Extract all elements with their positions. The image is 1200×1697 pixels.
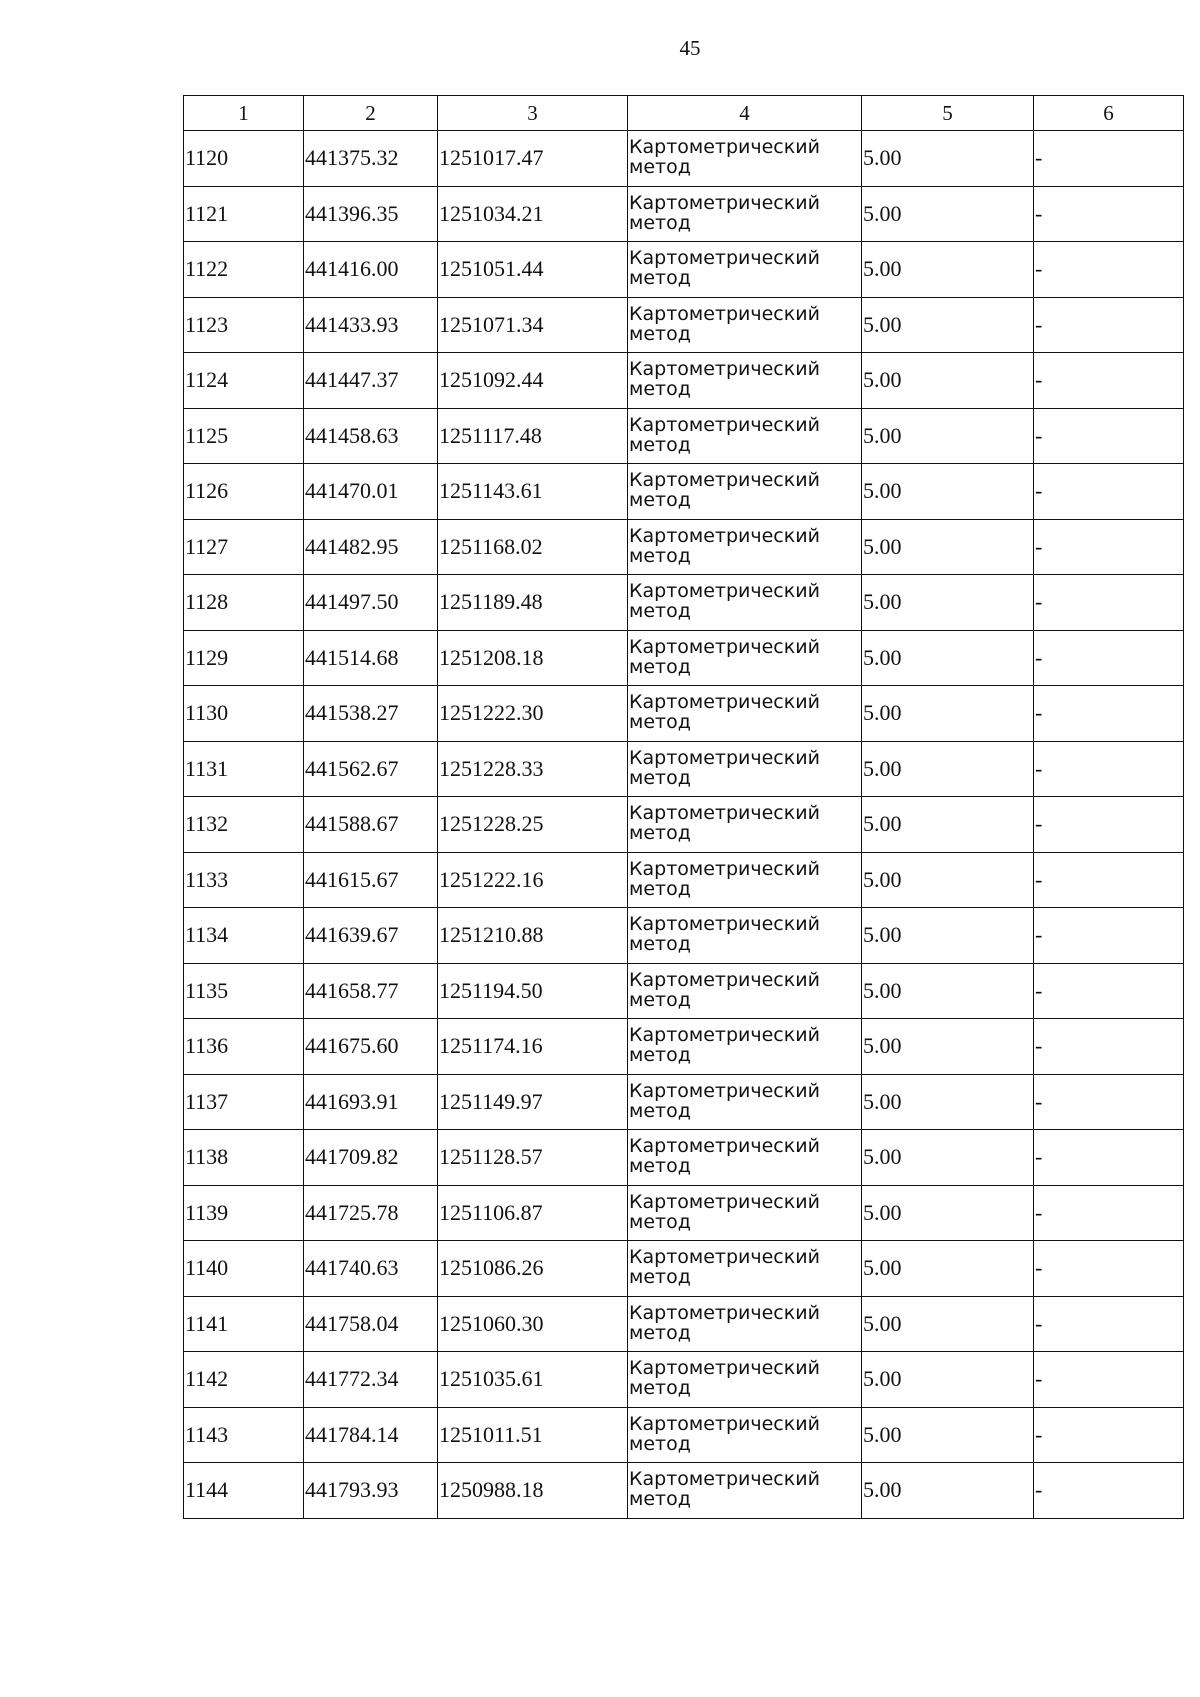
x-coordinate-cell: 441658.77	[304, 963, 438, 1019]
table-row	[184, 464, 1184, 520]
table-row	[184, 575, 1184, 631]
x-coordinate-cell: 441772.34	[304, 1352, 438, 1408]
point-number-cell: 1123	[184, 297, 304, 353]
accuracy-cell: 5.00	[862, 131, 1034, 187]
note-cell: -	[1034, 741, 1184, 797]
y-coordinate-cell: 1251222.30	[438, 686, 628, 742]
x-coordinate-cell: 441784.14	[304, 1407, 438, 1463]
column-header: 1	[184, 96, 304, 131]
note-cell: -	[1034, 1185, 1184, 1241]
x-coordinate-cell: 441538.27	[304, 686, 438, 742]
note-cell: -	[1034, 1352, 1184, 1408]
y-coordinate-cell: 1251228.33	[438, 741, 628, 797]
page-number: 45	[679, 36, 701, 60]
method-cell: Картометрический метод	[628, 131, 862, 187]
method-cell: Картометрический метод	[628, 741, 862, 797]
method-cell: Картометрический метод	[628, 353, 862, 409]
column-header: 2	[304, 96, 438, 131]
point-number-cell: 1141	[184, 1296, 304, 1352]
accuracy-cell: 5.00	[862, 1185, 1034, 1241]
y-coordinate-cell: 1251011.51	[438, 1407, 628, 1463]
point-number-cell: 1135	[184, 963, 304, 1019]
method-cell: Картометрический метод	[628, 1019, 862, 1075]
table-row	[184, 242, 1184, 298]
table-body	[184, 131, 1184, 1519]
x-coordinate-cell: 441433.93	[304, 297, 438, 353]
note-cell: -	[1034, 519, 1184, 575]
point-number-cell: 1140	[184, 1241, 304, 1297]
note-cell: -	[1034, 242, 1184, 298]
table-row	[184, 963, 1184, 1019]
accuracy-cell: 5.00	[862, 1407, 1034, 1463]
table-row	[184, 1074, 1184, 1130]
method-cell: Картометрический метод	[628, 797, 862, 853]
column-header: 3	[438, 96, 628, 131]
y-coordinate-cell: 1251106.87	[438, 1185, 628, 1241]
table-header-row	[184, 96, 1184, 131]
method-cell: Картометрический метод	[628, 1352, 862, 1408]
note-cell: -	[1034, 908, 1184, 964]
x-coordinate-cell: 441562.67	[304, 741, 438, 797]
point-number-cell: 1129	[184, 630, 304, 686]
x-coordinate-cell: 441709.82	[304, 1130, 438, 1186]
point-number-cell: 1137	[184, 1074, 304, 1130]
table-row	[184, 1352, 1184, 1408]
note-cell: -	[1034, 1296, 1184, 1352]
x-coordinate-cell: 441639.67	[304, 908, 438, 964]
note-cell: -	[1034, 464, 1184, 520]
note-cell: -	[1034, 408, 1184, 464]
note-cell: -	[1034, 630, 1184, 686]
x-coordinate-cell: 441675.60	[304, 1019, 438, 1075]
note-cell: -	[1034, 963, 1184, 1019]
table-row	[184, 797, 1184, 853]
point-number-cell: 1131	[184, 741, 304, 797]
y-coordinate-cell: 1251035.61	[438, 1352, 628, 1408]
y-coordinate-cell: 1251092.44	[438, 353, 628, 409]
point-number-cell: 1133	[184, 852, 304, 908]
point-number-cell: 1124	[184, 353, 304, 409]
point-number-cell: 1134	[184, 908, 304, 964]
method-cell: Картометрический метод	[628, 1185, 862, 1241]
point-number-cell: 1138	[184, 1130, 304, 1186]
table-row	[184, 131, 1184, 187]
method-cell: Картометрический метод	[628, 242, 862, 298]
x-coordinate-cell: 441482.95	[304, 519, 438, 575]
y-coordinate-cell: 1251149.97	[438, 1074, 628, 1130]
point-number-cell: 1126	[184, 464, 304, 520]
point-number-cell: 1144	[184, 1463, 304, 1519]
accuracy-cell: 5.00	[862, 1241, 1034, 1297]
method-cell: Картометрический метод	[628, 963, 862, 1019]
accuracy-cell: 5.00	[862, 1074, 1034, 1130]
y-coordinate-cell: 1251051.44	[438, 242, 628, 298]
table-row	[184, 1407, 1184, 1463]
y-coordinate-cell: 1251222.16	[438, 852, 628, 908]
accuracy-cell: 5.00	[862, 519, 1034, 575]
table-row	[184, 1019, 1184, 1075]
table-row	[184, 519, 1184, 575]
accuracy-cell: 5.00	[862, 464, 1034, 520]
note-cell: -	[1034, 297, 1184, 353]
x-coordinate-cell: 441588.67	[304, 797, 438, 853]
method-cell: Картометрический метод	[628, 852, 862, 908]
method-cell: Картометрический метод	[628, 464, 862, 520]
note-cell: -	[1034, 1241, 1184, 1297]
x-coordinate-cell: 441470.01	[304, 464, 438, 520]
note-cell: -	[1034, 1407, 1184, 1463]
x-coordinate-cell: 441793.93	[304, 1463, 438, 1519]
accuracy-cell: 5.00	[862, 297, 1034, 353]
accuracy-cell: 5.00	[862, 797, 1034, 853]
y-coordinate-cell: 1251060.30	[438, 1296, 628, 1352]
accuracy-cell: 5.00	[862, 186, 1034, 242]
accuracy-cell: 5.00	[862, 408, 1034, 464]
accuracy-cell: 5.00	[862, 575, 1034, 631]
accuracy-cell: 5.00	[862, 353, 1034, 409]
point-number-cell: 1136	[184, 1019, 304, 1075]
note-cell: -	[1034, 131, 1184, 187]
method-cell: Картометрический метод	[628, 186, 862, 242]
accuracy-cell: 5.00	[862, 741, 1034, 797]
x-coordinate-cell: 441615.67	[304, 852, 438, 908]
x-coordinate-cell: 441447.37	[304, 353, 438, 409]
x-coordinate-cell: 441375.32	[304, 131, 438, 187]
accuracy-cell: 5.00	[862, 1019, 1034, 1075]
x-coordinate-cell: 441458.63	[304, 408, 438, 464]
y-coordinate-cell: 1251210.88	[438, 908, 628, 964]
method-cell: Картометрический метод	[628, 408, 862, 464]
y-coordinate-cell: 1250988.18	[438, 1463, 628, 1519]
y-coordinate-cell: 1251168.02	[438, 519, 628, 575]
y-coordinate-cell: 1251194.50	[438, 963, 628, 1019]
table-row	[184, 852, 1184, 908]
y-coordinate-cell: 1251086.26	[438, 1241, 628, 1297]
y-coordinate-cell: 1251117.48	[438, 408, 628, 464]
method-cell: Картометрический метод	[628, 1130, 862, 1186]
accuracy-cell: 5.00	[862, 1463, 1034, 1519]
note-cell: -	[1034, 1463, 1184, 1519]
table-row	[184, 297, 1184, 353]
note-cell: -	[1034, 186, 1184, 242]
point-number-cell: 1139	[184, 1185, 304, 1241]
method-cell: Картометрический метод	[628, 297, 862, 353]
x-coordinate-cell: 441497.50	[304, 575, 438, 631]
point-number-cell: 1120	[184, 131, 304, 187]
coordinates-table	[183, 95, 1184, 1519]
table-row	[184, 1130, 1184, 1186]
method-cell: Картометрический метод	[628, 519, 862, 575]
accuracy-cell: 5.00	[862, 630, 1034, 686]
x-coordinate-cell: 441416.00	[304, 242, 438, 298]
x-coordinate-cell: 441740.63	[304, 1241, 438, 1297]
note-cell: -	[1034, 686, 1184, 742]
accuracy-cell: 5.00	[862, 1130, 1034, 1186]
table-row	[184, 630, 1184, 686]
note-cell: -	[1034, 1019, 1184, 1075]
y-coordinate-cell: 1251189.48	[438, 575, 628, 631]
note-cell: -	[1034, 1074, 1184, 1130]
y-coordinate-cell: 1251228.25	[438, 797, 628, 853]
method-cell: Картометрический метод	[628, 1074, 862, 1130]
accuracy-cell: 5.00	[862, 963, 1034, 1019]
y-coordinate-cell: 1251128.57	[438, 1130, 628, 1186]
y-coordinate-cell: 1251208.18	[438, 630, 628, 686]
x-coordinate-cell: 441693.91	[304, 1074, 438, 1130]
point-number-cell: 1128	[184, 575, 304, 631]
table-row	[184, 186, 1184, 242]
table-row	[184, 408, 1184, 464]
table-row	[184, 741, 1184, 797]
method-cell: Картометрический метод	[628, 1241, 862, 1297]
method-cell: Картометрический метод	[628, 575, 862, 631]
note-cell: -	[1034, 797, 1184, 853]
column-header: 6	[1034, 96, 1184, 131]
method-cell: Картометрический метод	[628, 908, 862, 964]
point-number-cell: 1125	[184, 408, 304, 464]
point-number-cell: 1121	[184, 186, 304, 242]
accuracy-cell: 5.00	[862, 852, 1034, 908]
table-row	[184, 353, 1184, 409]
method-cell: Картометрический метод	[628, 1296, 862, 1352]
point-number-cell: 1142	[184, 1352, 304, 1408]
table-row	[184, 686, 1184, 742]
point-number-cell: 1132	[184, 797, 304, 853]
accuracy-cell: 5.00	[862, 686, 1034, 742]
table-row	[184, 908, 1184, 964]
table-row	[184, 1185, 1184, 1241]
point-number-cell: 1122	[184, 242, 304, 298]
note-cell: -	[1034, 1130, 1184, 1186]
column-header: 5	[862, 96, 1034, 131]
x-coordinate-cell: 441725.78	[304, 1185, 438, 1241]
table-row	[184, 1463, 1184, 1519]
column-header: 4	[628, 96, 862, 131]
method-cell: Картометрический метод	[628, 1407, 862, 1463]
x-coordinate-cell: 441514.68	[304, 630, 438, 686]
method-cell: Картометрический метод	[628, 686, 862, 742]
accuracy-cell: 5.00	[862, 908, 1034, 964]
accuracy-cell: 5.00	[862, 1352, 1034, 1408]
y-coordinate-cell: 1251017.47	[438, 131, 628, 187]
y-coordinate-cell: 1251034.21	[438, 186, 628, 242]
note-cell: -	[1034, 575, 1184, 631]
accuracy-cell: 5.00	[862, 1296, 1034, 1352]
point-number-cell: 1143	[184, 1407, 304, 1463]
method-cell: Картометрический метод	[628, 630, 862, 686]
y-coordinate-cell: 1251143.61	[438, 464, 628, 520]
x-coordinate-cell: 441758.04	[304, 1296, 438, 1352]
method-cell: Картометрический метод	[628, 1463, 862, 1519]
table-row	[184, 1241, 1184, 1297]
y-coordinate-cell: 1251174.16	[438, 1019, 628, 1075]
note-cell: -	[1034, 852, 1184, 908]
note-cell: -	[1034, 353, 1184, 409]
y-coordinate-cell: 1251071.34	[438, 297, 628, 353]
table-row	[184, 1296, 1184, 1352]
x-coordinate-cell: 441396.35	[304, 186, 438, 242]
point-number-cell: 1127	[184, 519, 304, 575]
point-number-cell: 1130	[184, 686, 304, 742]
accuracy-cell: 5.00	[862, 242, 1034, 298]
